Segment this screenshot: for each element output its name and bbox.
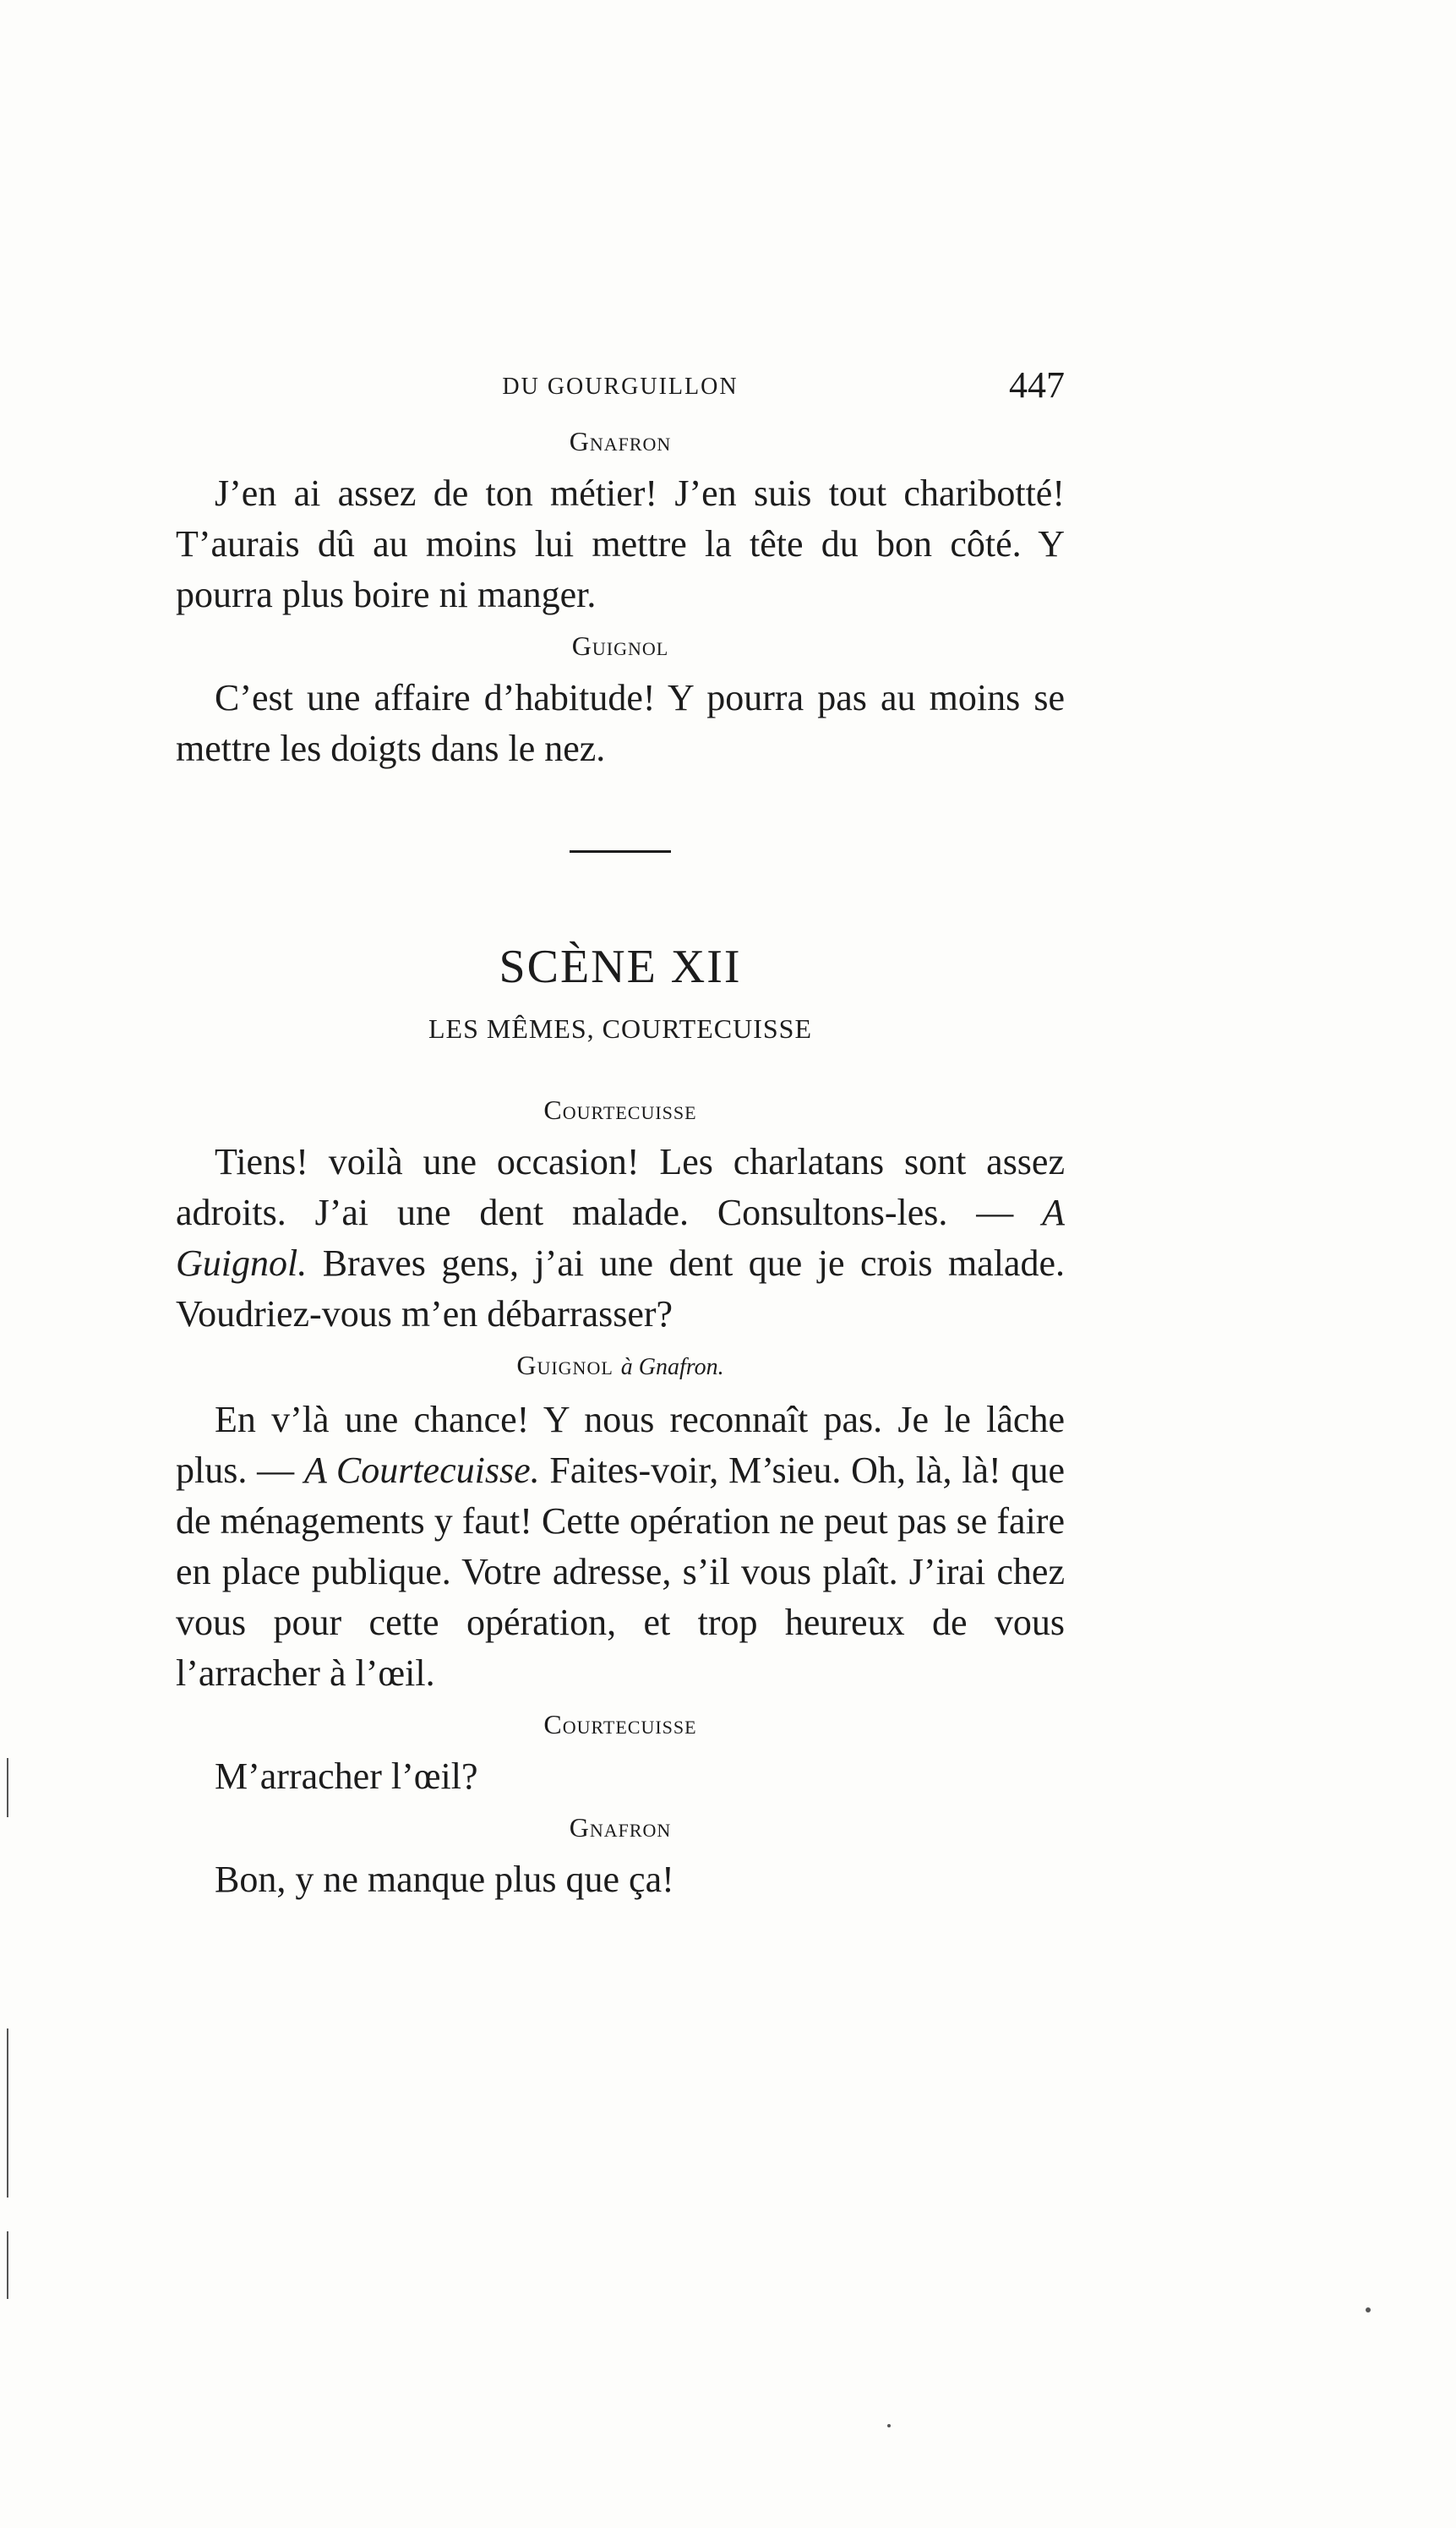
- scan-dot: [1366, 2307, 1371, 2312]
- speaker-courtecuisse: Courtecuisse: [543, 1095, 697, 1125]
- speaker-guignol: Guignol: [571, 631, 669, 661]
- scan-dot: [887, 2424, 891, 2427]
- stage-direction: A Guignol.: [176, 1192, 1066, 1284]
- scan-mark: [7, 2231, 8, 2299]
- dialogue-text: Tiens! voilà une occasion! Les charlatans sont assez adroits. J’ai une dent malade. Consultons-les. —: [176, 1141, 1065, 1233]
- stage-direction: à Gnafron.: [620, 1354, 724, 1380]
- running-head: [176, 363, 1065, 414]
- dialogue-paragraph: [176, 1137, 1065, 1340]
- dialogue-text: Braves gens, j’ai une dent que je crois malade. Voudriez-vous m’en débarrasser?: [176, 1242, 1065, 1335]
- section-divider: [570, 850, 671, 853]
- dialogue-text: Faites-voir, M’sieu. Oh, là, là! que de ménagements y faut! Cette opération ne peut pas se faire en place publique. Votre adresse, s’il vous plaît. J’irai chez vous pour cette opération, et trop heureux de vous l’arracher à l’œil.: [176, 1450, 1065, 1694]
- speaker-gnafron: Gnafron: [569, 426, 672, 456]
- dialogue-paragraph: M’arracher l’œil?: [215, 1755, 478, 1797]
- stage-direction: A Courtecuisse.: [303, 1450, 540, 1491]
- running-title: DU GOURGUILLON: [502, 374, 739, 400]
- dialogue-paragraph: C’est une affaire d’habitude! Y pourra pas au moins se mettre les doigts dans le nez.: [176, 677, 1065, 769]
- dialogue-text: En v’là une chance! Y nous reconnaît pas. Je le lâche plus. —: [176, 1399, 1065, 1491]
- speaker-guignol: [176, 1348, 1065, 1384]
- dialogue-paragraph: J’en ai assez de ton métier! J’en suis tout charibotté! T’aurais dû au moins lui mettre la tête du bon côté. Y pourra plus boire ni manger.: [176, 472, 1065, 615]
- book-page: [176, 363, 1065, 1912]
- speaker-name: Guignol: [516, 1350, 613, 1380]
- dialogue-paragraph: Bon, y ne manque plus que ça!: [215, 1859, 674, 1900]
- page-number: 447: [1009, 364, 1065, 406]
- scan-mark: [7, 2028, 8, 2198]
- scene-cast: LES MÊMES, COURTECUISSE: [428, 1013, 812, 1044]
- scene-title: SCÈNE XII: [499, 941, 742, 993]
- speaker-gnafron: Gnafron: [569, 1812, 672, 1843]
- scan-mark: [7, 1758, 8, 1817]
- dialogue-paragraph: [176, 1395, 1065, 1699]
- speaker-courtecuisse: Courtecuisse: [543, 1709, 697, 1739]
